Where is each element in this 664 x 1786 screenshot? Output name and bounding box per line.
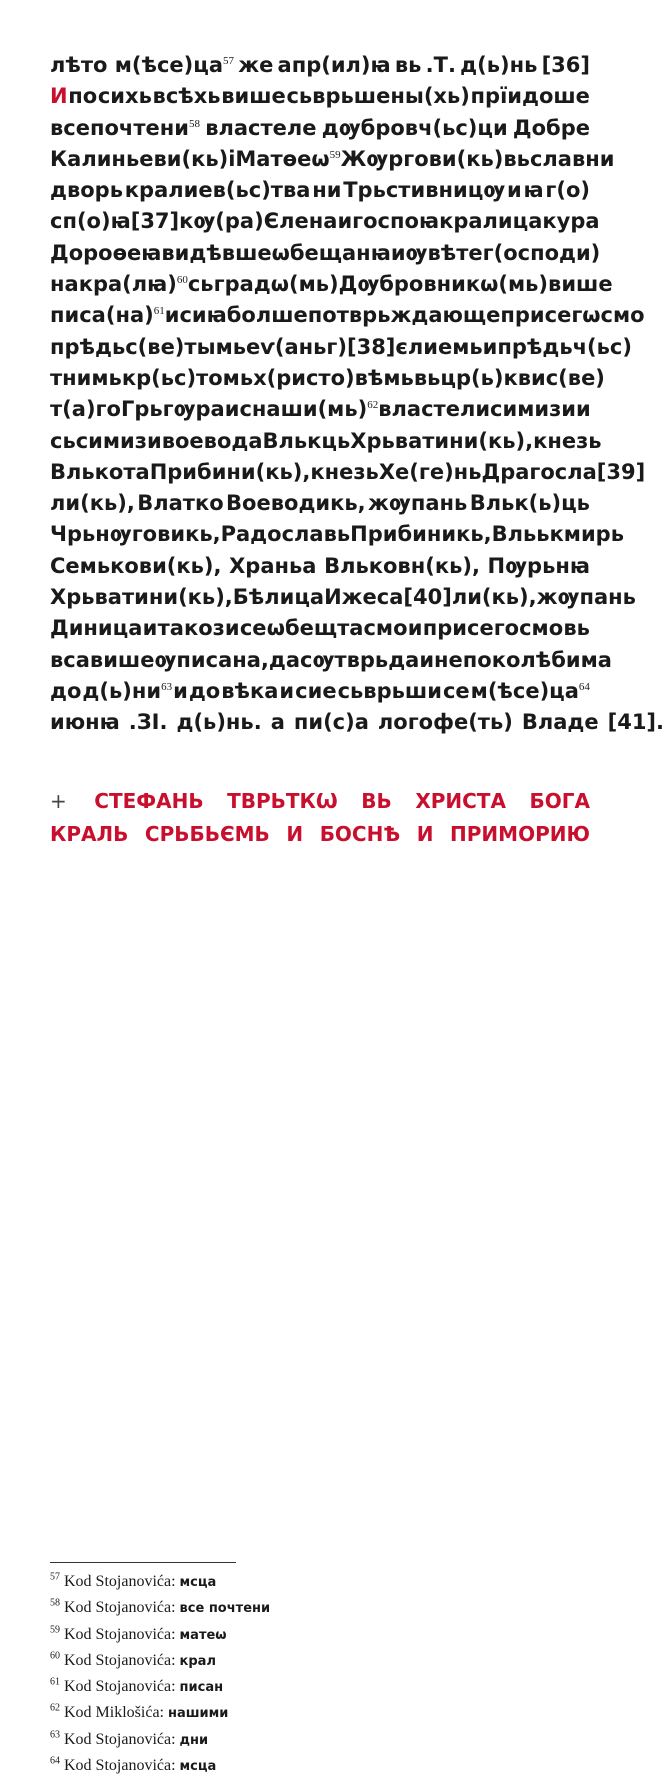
signature-word: ВЬ	[361, 789, 392, 813]
word: сихь	[97, 84, 152, 109]
word: прїидоше	[470, 84, 590, 109]
signature-word: КРАЛЬ	[50, 822, 129, 846]
word: Добре	[512, 115, 590, 140]
word: до	[50, 678, 82, 703]
text-line	[50, 269, 613, 300]
text-line	[50, 332, 632, 363]
footnote-source: Kod Stojanovića:	[60, 1625, 180, 1643]
word: Бѣлица	[232, 585, 325, 610]
footnote-source: Kod Stojanovića:	[60, 1678, 180, 1696]
text-line	[50, 113, 590, 144]
word: Ижеса[40]ли(кь),	[324, 585, 537, 610]
word: Вльковн(кь),	[324, 553, 480, 578]
footnote-number: 63	[50, 1729, 60, 1741]
word: писа(на)$^{61}$	[50, 303, 165, 328]
word: всѣхь	[152, 84, 221, 109]
signature-line	[50, 785, 590, 818]
footnote	[50, 1753, 590, 1779]
word: ѹписана,	[154, 647, 269, 672]
footnote-number: 62	[50, 1703, 60, 1715]
word: д(ь)нь.	[176, 710, 262, 735]
word: и	[224, 397, 240, 422]
word: и	[164, 303, 180, 328]
word: июнꙗ	[50, 710, 120, 735]
text-line	[50, 300, 645, 331]
word: кралица	[439, 209, 543, 234]
footnote-number: 61	[50, 1676, 60, 1688]
word: И	[50, 84, 68, 109]
signature-word: СРЬБЬЄМЬ	[144, 822, 270, 846]
text-line	[50, 50, 590, 81]
word: вѣка	[221, 678, 279, 703]
word: Прибини(кь),	[149, 459, 311, 484]
footnote-term: мсца	[179, 1759, 217, 1775]
word: Вльк(ь)ць	[469, 491, 590, 516]
word: х(ристо)вѣмь	[253, 365, 414, 390]
footnote-term: крал	[179, 1653, 216, 1669]
footnote-source: Kod Stojanovića:	[60, 1730, 180, 1748]
word: славни	[529, 146, 615, 171]
signature-word: БОГА	[529, 789, 590, 813]
word: до	[188, 678, 221, 703]
word: Влатко	[137, 491, 224, 516]
footnote-term: писан	[179, 1680, 224, 1696]
word: с(ве)тымь	[125, 334, 247, 359]
text-line	[50, 363, 605, 394]
word: .ЗІ.	[128, 710, 168, 735]
word: а	[270, 710, 285, 735]
word: Калиньеви(кь)	[50, 146, 229, 171]
word: кр(ьс)томь	[121, 365, 254, 390]
text-line	[50, 394, 590, 425]
word: Вльькмирь	[491, 522, 624, 547]
word: ѡбещанꙗ	[271, 240, 391, 265]
word: [36]	[541, 53, 590, 77]
word: Матѳеѡ$^{59}$	[235, 146, 341, 171]
word: всепочтени$^{58}$	[50, 115, 200, 140]
word: и	[576, 397, 591, 422]
word: Трьстивницѹ	[343, 178, 506, 203]
word: $м(ѣсе)ца^{64}$	[470, 678, 590, 703]
word: прѣдь	[497, 334, 573, 359]
word: жѹпань	[536, 585, 636, 610]
cross-mark: +	[50, 789, 67, 813]
royal-signature	[50, 785, 590, 851]
word: цр(ь)кви	[440, 365, 546, 390]
footnote-ref: 58	[188, 117, 200, 130]
footnote	[50, 1595, 590, 1621]
word: сиꙗ	[179, 303, 227, 328]
word: више	[89, 647, 155, 672]
word: и	[279, 678, 295, 703]
word: с(ве)	[545, 365, 605, 390]
word: симизи	[490, 397, 577, 422]
footnote-term: нашими	[168, 1706, 229, 1722]
word: кнезь	[533, 428, 602, 453]
word: присегосмо	[422, 616, 564, 641]
word: потврьждающе	[307, 303, 501, 328]
footnote-ref: 63	[161, 680, 173, 693]
word: се	[442, 678, 470, 703]
footnote-source: Kod Stojanovića:	[60, 1573, 180, 1590]
text-line	[50, 519, 624, 550]
word: Диница	[50, 616, 143, 641]
footnote-ref: 60	[176, 274, 188, 287]
footnote	[50, 1674, 590, 1700]
text-line	[50, 81, 590, 112]
word: дворь	[50, 178, 123, 203]
word: т(а)го	[50, 397, 121, 422]
signature-word: И	[416, 822, 434, 846]
word: д(ь)нь	[460, 53, 538, 77]
footnote	[50, 1700, 590, 1726]
footnote-term: матеѡ	[179, 1627, 227, 1643]
word: жѹпань	[368, 491, 468, 516]
word: присегѡсмо	[500, 303, 645, 328]
signature-word: И	[286, 822, 304, 846]
word: тврьда	[334, 647, 420, 672]
text-line	[50, 457, 646, 488]
word: же	[238, 53, 274, 77]
word: и	[390, 240, 406, 265]
footnotes	[50, 1569, 590, 1779]
text-line	[50, 175, 590, 206]
word: госпоꙗ	[352, 209, 440, 234]
word: и	[142, 616, 158, 641]
footnote-term: мсца	[179, 1575, 217, 1590]
word: Прибиникь,	[350, 522, 492, 547]
word: пи(с)а	[293, 710, 369, 735]
word: сь	[187, 272, 214, 297]
footnote-source: Kod Miklošića:	[60, 1704, 168, 1722]
word: кѹ(ра)	[179, 209, 264, 234]
text-line	[50, 144, 615, 175]
signature-word: БОСНѢ	[319, 822, 401, 846]
word: Владе	[521, 710, 599, 735]
word: сьврьши	[337, 678, 442, 703]
signature-word: ТВРЬТКѠ	[227, 789, 338, 813]
word: сп(о)ꙗ	[50, 209, 131, 234]
word: Єлена	[263, 209, 338, 234]
word: Дороѳеꙗ	[50, 240, 162, 265]
word: кнезь	[310, 459, 379, 484]
word: и	[419, 647, 435, 672]
word: ѡбещтасмо	[266, 616, 408, 641]
footnote-number: 64	[50, 1755, 60, 1767]
word: и	[407, 616, 423, 641]
word: кралиев(ьс)тва	[124, 178, 311, 203]
word: Грьгѹра	[120, 397, 225, 422]
text-line	[50, 582, 636, 613]
word: Чрьнѹговикь,	[50, 522, 221, 547]
footnote	[50, 1622, 590, 1648]
footnote-number: 57	[50, 1571, 60, 1583]
signature-word: ПРИМОРИЮ	[450, 822, 590, 846]
footnote-number: 59	[50, 1624, 60, 1636]
word: Влькота	[50, 459, 150, 484]
word: сьврьшены(хь)	[286, 84, 470, 109]
word: ꙗ	[523, 178, 544, 203]
word: логофе(ть)	[377, 710, 513, 735]
word: и	[173, 678, 188, 703]
signature-word: СТЕФАНЬ	[94, 789, 204, 813]
word: наши(мь)$^{62}$	[251, 397, 379, 422]
word: и	[337, 209, 353, 234]
word: .Т.	[425, 53, 456, 77]
word: вь	[413, 365, 441, 390]
word: Храньа	[229, 553, 317, 578]
text-line	[50, 426, 602, 457]
word: и	[482, 334, 498, 359]
word: вь	[394, 53, 422, 77]
text-line	[50, 238, 601, 269]
word: прѣдь	[50, 334, 126, 359]
word: Воеводикь,	[226, 491, 366, 516]
word: вь	[503, 146, 530, 171]
word: ни	[312, 178, 342, 203]
footnote-number: 58	[50, 1597, 60, 1609]
text-line	[50, 676, 590, 707]
charter-text	[50, 50, 664, 739]
word: кура	[542, 209, 600, 234]
word: непоколѣбима	[434, 647, 612, 672]
footnote-term: дни	[179, 1732, 209, 1748]
word: вса	[50, 647, 90, 672]
word: с	[239, 397, 252, 422]
signature-line	[50, 818, 590, 851]
word: $д(ь)ни^{63}$	[82, 678, 173, 703]
word: Хрьватини(кь),	[50, 585, 233, 610]
text-line	[50, 551, 590, 582]
footnote	[50, 1569, 590, 1595]
word: вь	[563, 616, 590, 641]
word: Хрьватини(кь),	[350, 428, 534, 453]
footnote-ref: 59	[329, 148, 341, 161]
footnote-ref: 57	[222, 55, 234, 67]
word: и	[506, 178, 522, 203]
footnote-ref: 61	[153, 305, 165, 318]
footnote-source: Kod Stojanovića:	[60, 1599, 180, 1617]
footnote-source: Kod Stojanovića:	[60, 1651, 180, 1669]
footnote-divider	[50, 1562, 236, 1563]
word: властеле	[205, 115, 317, 140]
text-line	[50, 645, 612, 676]
word: сие	[295, 678, 337, 703]
word: Пѹрьнꙗ	[487, 553, 590, 578]
word: [41].	[607, 710, 664, 735]
footnote-ref: 62	[367, 399, 379, 412]
word: видѣвше	[161, 240, 272, 265]
word: еѵ(аньг)[38]єлиемь	[246, 334, 483, 359]
word: Радославь	[220, 522, 351, 547]
word: Жѹргови(кь)	[340, 146, 504, 171]
word: кра(лꙗ)$^{60}$	[78, 272, 188, 297]
word: властели	[378, 397, 491, 422]
word: ли(кь),	[50, 491, 135, 516]
footnote-number: 60	[50, 1650, 60, 1662]
word: сѹ	[300, 647, 335, 672]
word: се	[239, 616, 267, 641]
word: тнимь	[50, 365, 122, 390]
text-line	[50, 707, 664, 738]
word: ч(ьс)	[572, 334, 632, 359]
word: више	[548, 272, 613, 297]
word: симизи	[75, 428, 162, 453]
footnote-source: Kod Stojanovića:	[60, 1757, 180, 1775]
word: Влькць	[262, 428, 351, 453]
word: Дѹбровникѡ(мь)	[338, 272, 549, 297]
word: г(о)	[545, 178, 590, 203]
word: [37]	[130, 209, 180, 234]
word: више	[221, 84, 286, 109]
text-line	[50, 613, 590, 644]
word: Хе(ге)нь	[378, 459, 482, 484]
word: сь	[50, 428, 76, 453]
word: г(осподи)	[482, 240, 601, 265]
footnote	[50, 1648, 590, 1674]
word: дѹбровч(ьс)ци	[321, 115, 508, 140]
word: апр(ил)ꙗ	[277, 53, 391, 77]
footnote-term: все почтени	[179, 1601, 271, 1617]
word: на	[50, 272, 79, 297]
footnote-ref: 64	[578, 680, 590, 693]
word: ѹвѣте	[405, 240, 483, 265]
word: Драгосла[39]	[481, 459, 646, 484]
word: да	[268, 647, 301, 672]
word: і	[228, 146, 236, 171]
footnote	[50, 1727, 590, 1753]
word: градѡ(мь)	[213, 272, 339, 297]
text-line	[50, 206, 600, 237]
word: Семькови(кь),	[50, 553, 222, 578]
word: воевода	[161, 428, 263, 453]
word: лѣто $м(ѣсе)ца^{57}$	[50, 53, 234, 77]
word: болше	[226, 303, 308, 328]
word: по	[68, 84, 98, 109]
signature-word: ХРИСТА	[415, 789, 506, 813]
text-line	[50, 488, 590, 519]
word: такози	[157, 616, 240, 641]
